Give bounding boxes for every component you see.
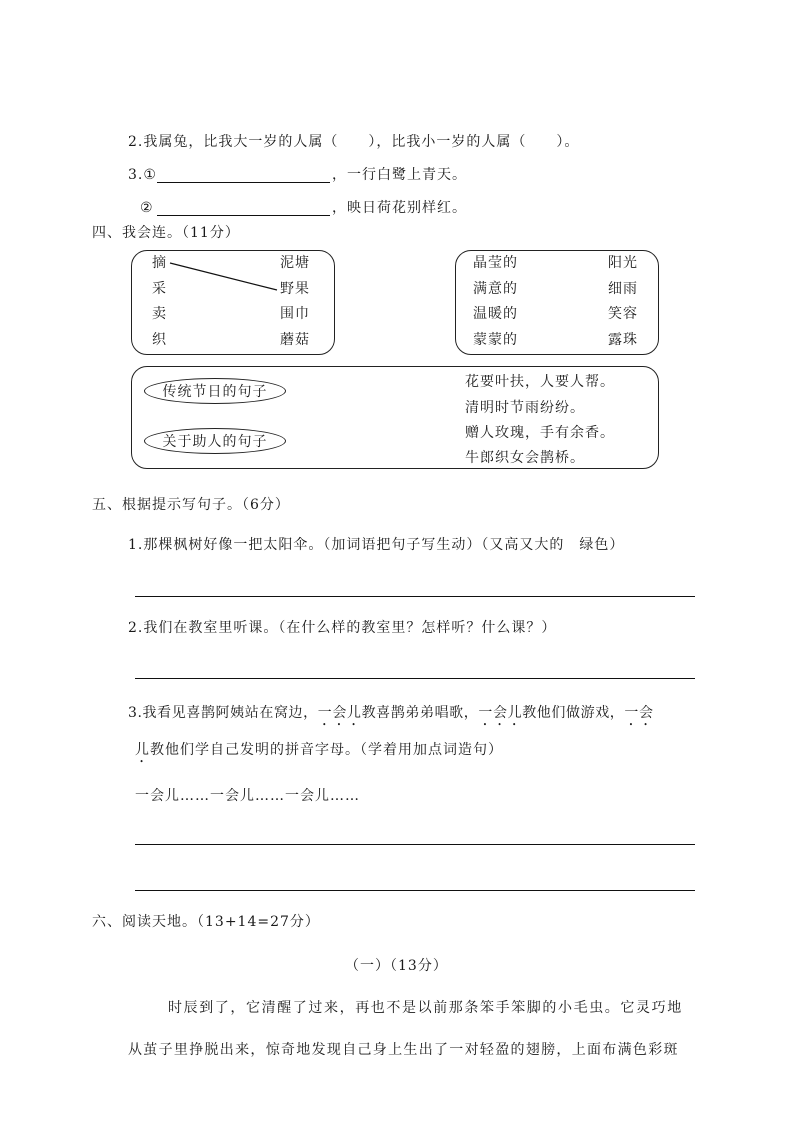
emphasized-word: 儿 (135, 742, 150, 758)
answer-line-5-3a[interactable] (135, 844, 695, 845)
noun-item[interactable]: 蘑菇 (280, 332, 310, 348)
noun-item[interactable]: 露珠 (608, 332, 638, 348)
category-helping-sentences[interactable]: 关于助人的句子 (144, 428, 286, 454)
emphasized-word: 一会儿 (478, 705, 523, 721)
text: 3.我看见喜鹊阿姨站在窝边， (128, 705, 318, 721)
noun-item[interactable]: 围巾 (280, 306, 310, 322)
question-5-3-line1 (128, 703, 654, 729)
sentence-pattern: 一会儿……一会儿……一会儿…… (135, 788, 360, 804)
section-5-title: 五、根据提示写句子。（6分） (92, 497, 290, 513)
text: 教喜鹊弟弟唱歌， (361, 705, 479, 721)
emphasized-word: 一会儿 (317, 705, 362, 721)
text: 教他们学自己发明的拼音字母。（学着用加点词造句） (150, 742, 503, 758)
noun-item[interactable]: 野果 (280, 281, 310, 297)
verb-item[interactable]: 摘 (152, 255, 167, 271)
adjective-item[interactable]: 晶莹的 (473, 255, 518, 271)
poem-line-1-suffix: ，一行白鹭上青天。 (332, 167, 467, 183)
adjective-item[interactable]: 满意的 (473, 281, 518, 297)
noun-item[interactable]: 泥塘 (280, 255, 310, 271)
sentence-item[interactable]: 花要叶扶，人要人帮。 (465, 374, 615, 390)
noun-item[interactable]: 细雨 (608, 281, 638, 297)
question-5-3-line2 (135, 740, 503, 766)
reading-subtitle: （一）（13分） (345, 958, 448, 974)
question-5-1: 1.那棵枫树好像一把太阳伞。（加词语把句子写生动）（又高又大的 绿色） (128, 537, 625, 553)
text: 教他们做游戏， (522, 705, 625, 721)
sentence-item[interactable]: 清明时节雨纷纷。 (465, 400, 585, 416)
verb-item[interactable]: 卖 (152, 306, 167, 322)
question-2-zodiac: 2.我属兔，比我大一岁的人属（ ），比我小一岁的人属（ ）。 (128, 134, 580, 150)
adjective-item[interactable]: 蒙蒙的 (473, 332, 518, 348)
answer-line-5-3b[interactable] (135, 890, 695, 891)
sentence-item[interactable]: 牛郎织女会鹊桥。 (465, 450, 585, 466)
category-festival-sentences[interactable]: 传统节日的句子 (144, 378, 286, 404)
answer-line-5-2[interactable] (135, 678, 695, 679)
sentence-item[interactable]: 赠人玫瑰，手有余香。 (465, 425, 615, 441)
verb-item[interactable]: 织 (152, 332, 167, 348)
verb-item[interactable]: 采 (152, 281, 167, 297)
section-4-title: 四、我会连。（11分） (92, 225, 240, 241)
question-3-2-label: ② (140, 200, 154, 216)
poem-line-2-suffix: ，映日荷花别样红。 (332, 200, 467, 216)
adjective-item[interactable]: 温暖的 (473, 306, 518, 322)
noun-item[interactable]: 阳光 (608, 255, 638, 271)
answer-line-5-1[interactable] (135, 596, 695, 597)
emphasized-word: 一会 (624, 705, 654, 721)
reading-paragraph-line: 从茧子里挣脱出来，惊奇地发现自己身上生出了一对轻盈的翅膀，上面布满色彩斑 (128, 1042, 679, 1058)
question-5-2: 2.我们在教室里听课。（在什么样的教室里？怎样听？什么课？） (128, 620, 557, 636)
question-3-label: 3.① (128, 167, 157, 183)
section-6-title: 六、阅读天地。（13+14=27分） (92, 914, 320, 930)
noun-item[interactable]: 笑容 (608, 306, 638, 322)
reading-paragraph-line: 时辰到了，它清醒了过来，再也不是以前那条笨手笨脚的小毛虫。它灵巧地 (168, 1000, 683, 1016)
